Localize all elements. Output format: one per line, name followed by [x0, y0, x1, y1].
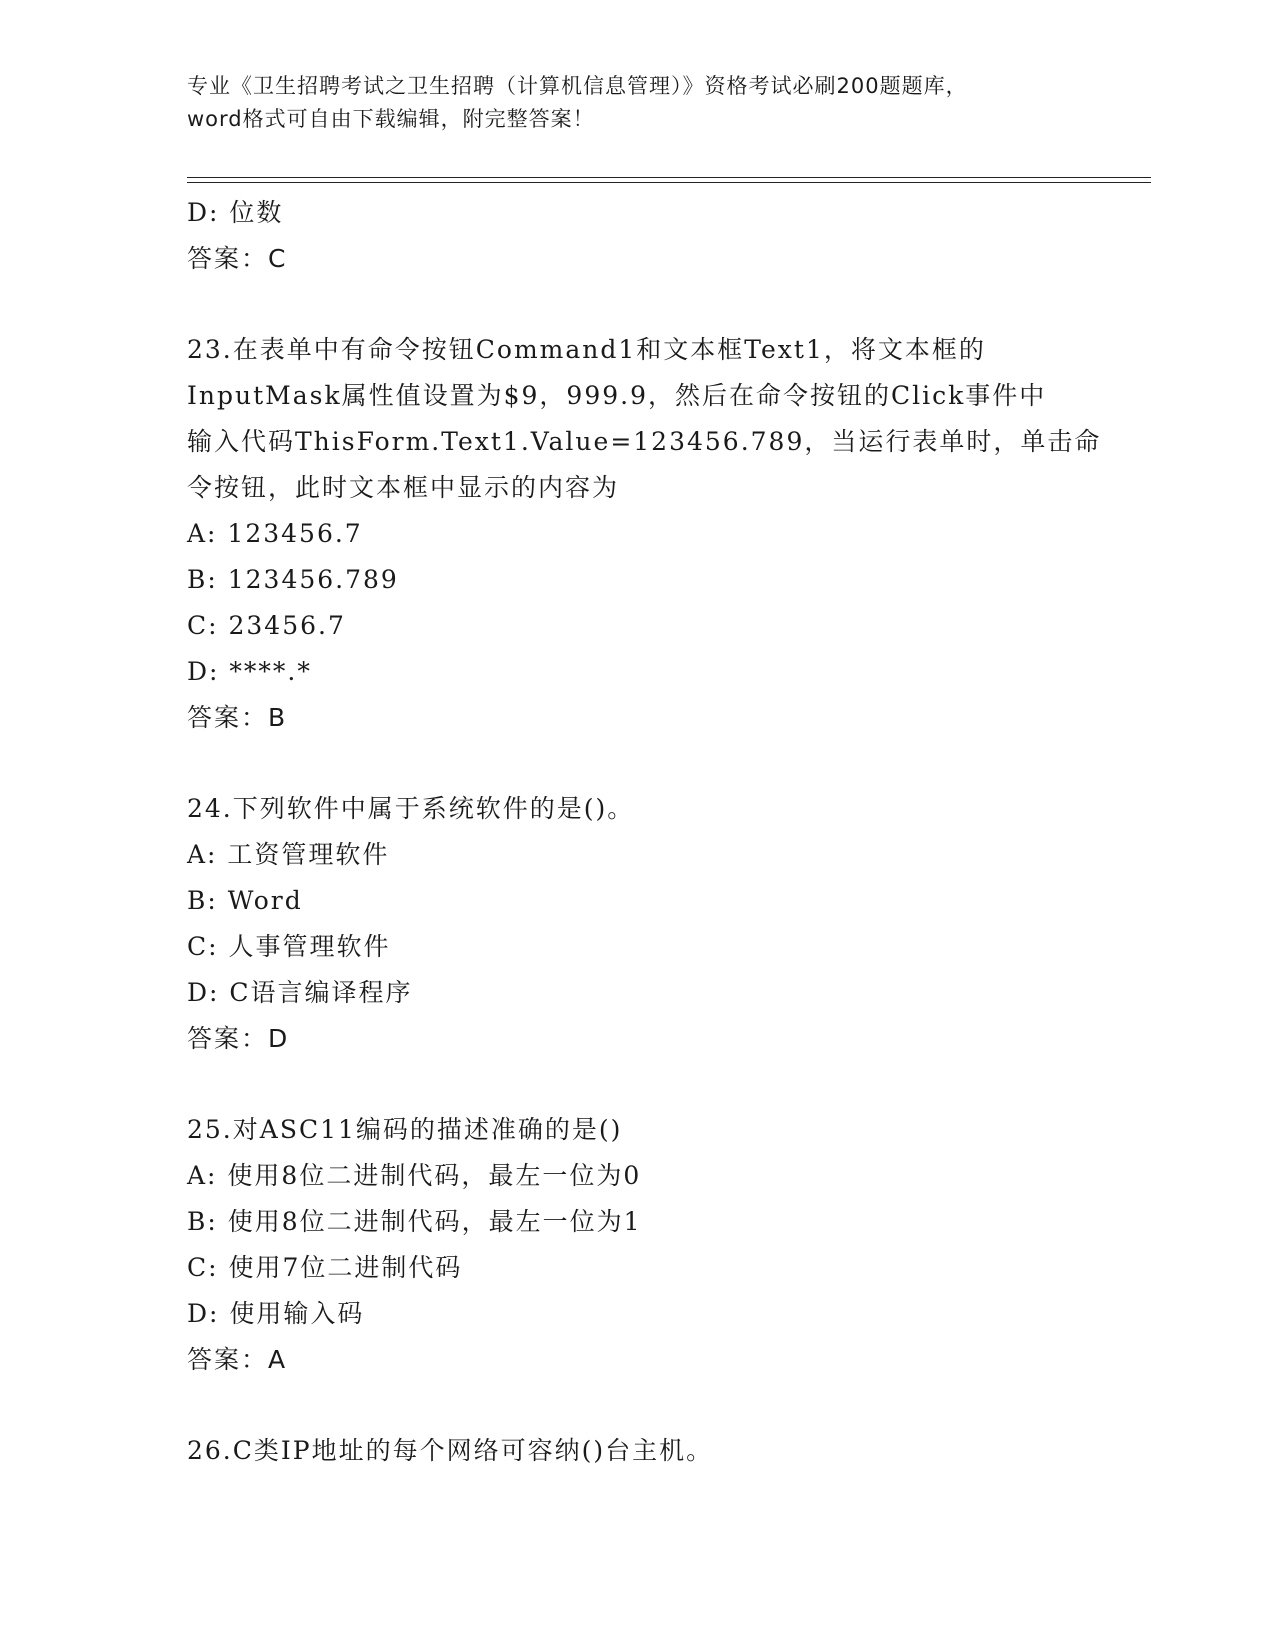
- option-d: D: C语言编译程序: [187, 978, 413, 1007]
- option-d: D: 位数: [187, 198, 284, 227]
- header-divider-top: [187, 177, 1151, 178]
- question-stem-line: 25.对ASC11编码的描述准确的是(): [187, 1115, 623, 1144]
- option-a: A: 工资管理软件: [187, 840, 390, 869]
- option-b: B: 使用8位二进制代码，最左一位为1: [187, 1207, 642, 1236]
- question-stem-line: 令按钮，此时文本框中显示的内容为: [187, 473, 620, 502]
- option-b: B: 123456.789: [187, 565, 399, 594]
- question-stem-line: 23.在表单中有命令按钮Command1和文本框Text1，将文本框的: [187, 335, 986, 364]
- option-c: C: 23456.7: [187, 611, 346, 640]
- question-stem-line: 26.C类IP地址的每个网络可容纳()台主机。: [187, 1436, 714, 1465]
- document-header: [187, 70, 1087, 136]
- option-d: D: 使用输入码: [187, 1299, 365, 1328]
- question-25: [187, 1107, 1087, 1383]
- question-list: [187, 190, 1102, 1474]
- option-c: C: 人事管理软件: [187, 932, 391, 961]
- answer-line: 答案：C: [187, 244, 288, 273]
- question-24: [187, 786, 1087, 1062]
- option-b: B: Word: [187, 886, 303, 915]
- answer-line: 答案：B: [187, 703, 288, 732]
- option-a: A: 使用8位二进制代码，最左一位为0: [187, 1161, 642, 1190]
- option-d: D: ****.*: [187, 657, 312, 686]
- question-23: [187, 327, 1102, 741]
- header-line-1: 专业《卫生招聘考试之卫生招聘（计算机信息管理）》资格考试必刷200题题库，: [187, 74, 968, 98]
- option-a: A: 123456.7: [187, 519, 363, 548]
- header-line-2: word格式可自由下载编辑，附完整答案！: [187, 107, 595, 131]
- question-26: [187, 1428, 1087, 1474]
- question-stem-line: 输入代码ThisForm.Text1.Value=123456.789，当运行表单时，单击命: [187, 427, 1102, 456]
- answer-line: 答案：D: [187, 1024, 290, 1053]
- header-divider-bottom: [187, 182, 1151, 183]
- question-stem-line: InputMask属性值设置为$9，999.9，然后在命令按钮的Click事件中: [187, 381, 1047, 410]
- question-stem-line: 24.下列软件中属于系统软件的是()。: [187, 794, 635, 823]
- option-c: C: 使用7位二进制代码: [187, 1253, 463, 1282]
- answer-line: 答案：A: [187, 1345, 288, 1374]
